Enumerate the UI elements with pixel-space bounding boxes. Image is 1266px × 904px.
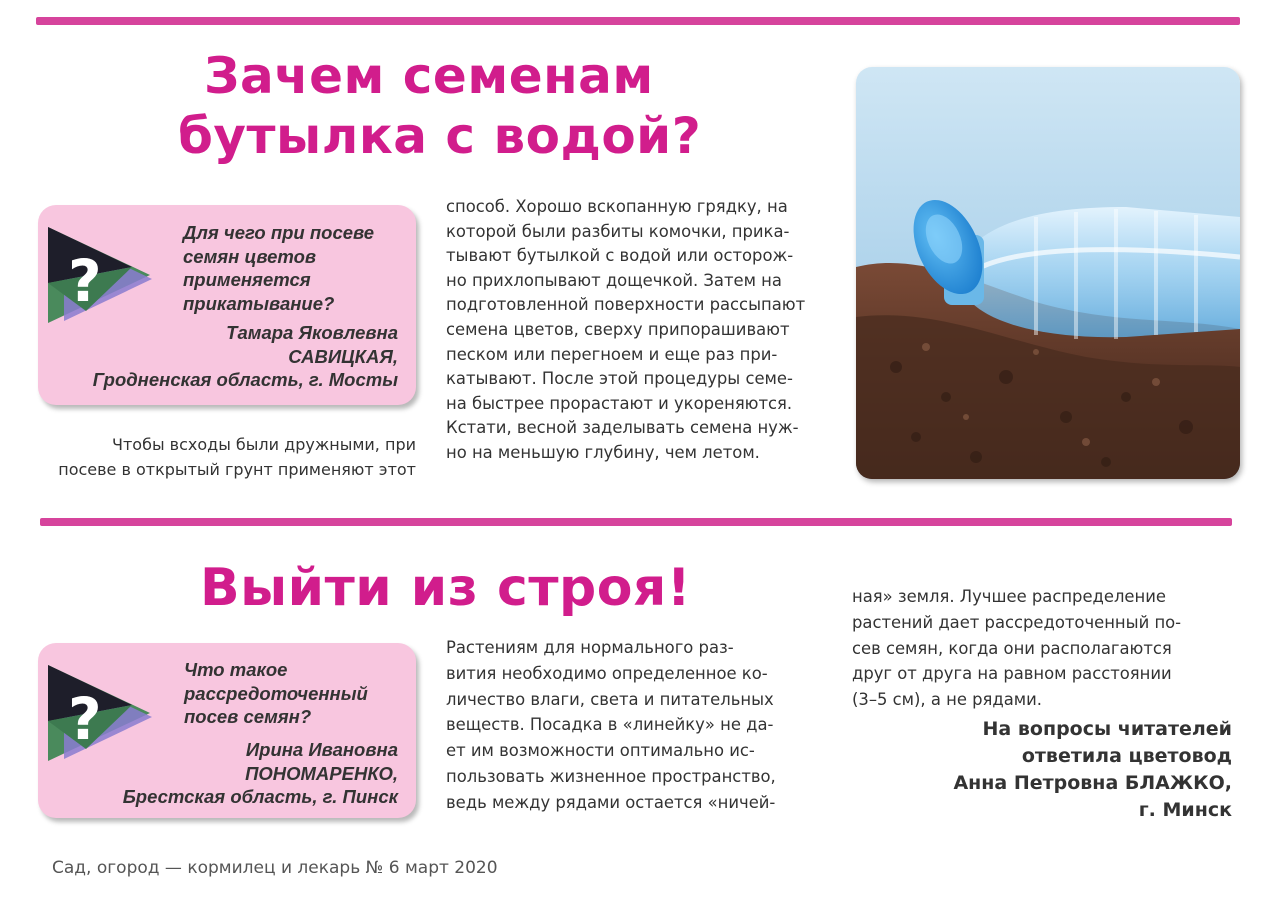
text-line: вития необходимо определенное ко- <box>446 663 768 683</box>
text-line: друг от друга на равном расстоянии <box>852 664 1172 684</box>
text-line: ведь между рядами остается «ничей- <box>446 792 776 812</box>
article2-column-1 <box>446 635 776 816</box>
text-line: песком или перегноем и еще раз при- <box>446 344 778 364</box>
text-line: Кстати, весной заделывать семена нуж- <box>446 418 799 438</box>
signature-line: Анна Петровна БЛАЖКО, <box>953 772 1232 794</box>
article1-author <box>93 321 398 392</box>
author-line: Гродненская область, г. Мосты <box>92 369 398 390</box>
text-line: подготовленной поверхности рассыпают <box>446 295 806 315</box>
article1-title-line: бутылка с водой? <box>178 107 702 165</box>
question-badge-icon <box>46 223 154 325</box>
text-line: которой были разбиты комочки, прика- <box>446 221 790 241</box>
source-caption: Сад, огород — кормилец и лекарь № 6 март 2020 <box>52 858 498 878</box>
text-line: веществ. Посадка в «линейку» не да- <box>446 715 774 735</box>
author-line: САВИЦКАЯ, <box>288 345 398 367</box>
text-line: Растениям для нормального раз- <box>446 638 734 657</box>
question-line: семян цветов <box>183 245 317 267</box>
text-line: ная» земля. Лучшее распределение <box>852 587 1166 606</box>
article2-question <box>184 658 414 729</box>
text-line: (3–5 см), а не рядами. <box>852 690 1042 710</box>
author-line: Ирина Ивановна <box>245 739 398 760</box>
text-line: тывают бутылкой с водой или осторож- <box>446 246 794 266</box>
signature-line: ответила цветовод <box>1021 745 1232 767</box>
article2-title: Выйти из строя! <box>200 558 692 618</box>
text-line: способ. Хорошо вскопанную грядку, на <box>446 197 788 216</box>
top-divider <box>36 17 1240 25</box>
article1-column-2 <box>446 195 805 466</box>
question-line: применяется <box>183 269 311 290</box>
article1-column-1 <box>38 433 416 482</box>
text-line: но на меньшую глубину, чем летом. <box>446 442 760 462</box>
text-line: посеве в открытый грунт применяют этот <box>58 459 416 479</box>
question-line: рассредоточенный <box>184 682 368 704</box>
article1-question-box <box>38 205 416 405</box>
text-line: сев семян, когда они располагаются <box>852 638 1172 658</box>
article1-title-line: Зачем семенам <box>204 47 654 105</box>
text-line: растений дает рассредоточенный по- <box>852 612 1182 632</box>
water-bottle-on-soil-photo <box>856 67 1240 479</box>
author-line: Тамара Яковлевна <box>226 322 398 343</box>
article2-column-2 <box>852 584 1181 713</box>
text-line: пользовать жизненное пространство, <box>446 766 776 786</box>
question-line: Что такое <box>184 659 288 680</box>
water-bottle-photo <box>856 67 1240 479</box>
signature-line: г. Минск <box>1138 799 1232 821</box>
signature-line: На вопросы читателей <box>982 718 1232 740</box>
text-line: на быстрее прорастают и укореняются. <box>446 393 793 413</box>
svg-text:?: ? <box>68 247 102 315</box>
text-line: катывают. После этой процедуры семе- <box>446 369 793 389</box>
text-line: Чтобы всходы были дружными, при <box>112 435 416 454</box>
text-line: семена цветов, сверху припорашивают <box>446 319 790 339</box>
article1-question <box>183 221 413 315</box>
article2-signature <box>953 716 1232 824</box>
article1-title <box>178 46 701 166</box>
article2-question-box <box>38 643 416 818</box>
text-line: ет им возможности оптимально ис- <box>446 741 755 761</box>
section-divider <box>40 518 1232 526</box>
question-line: прикатывание? <box>183 292 335 314</box>
author-line: Брестская область, г. Пинск <box>122 786 398 807</box>
text-line: личество влаги, света и питательных <box>446 689 774 709</box>
author-line: ПОНОМАРЕНКО, <box>245 762 398 784</box>
question-line: Для чего при посеве <box>183 222 375 243</box>
text-line: но прихлопывают дощечкой. Затем на <box>446 270 782 290</box>
article2-author <box>123 738 398 809</box>
svg-text:?: ? <box>68 685 102 753</box>
question-line: посев семян? <box>184 706 312 727</box>
